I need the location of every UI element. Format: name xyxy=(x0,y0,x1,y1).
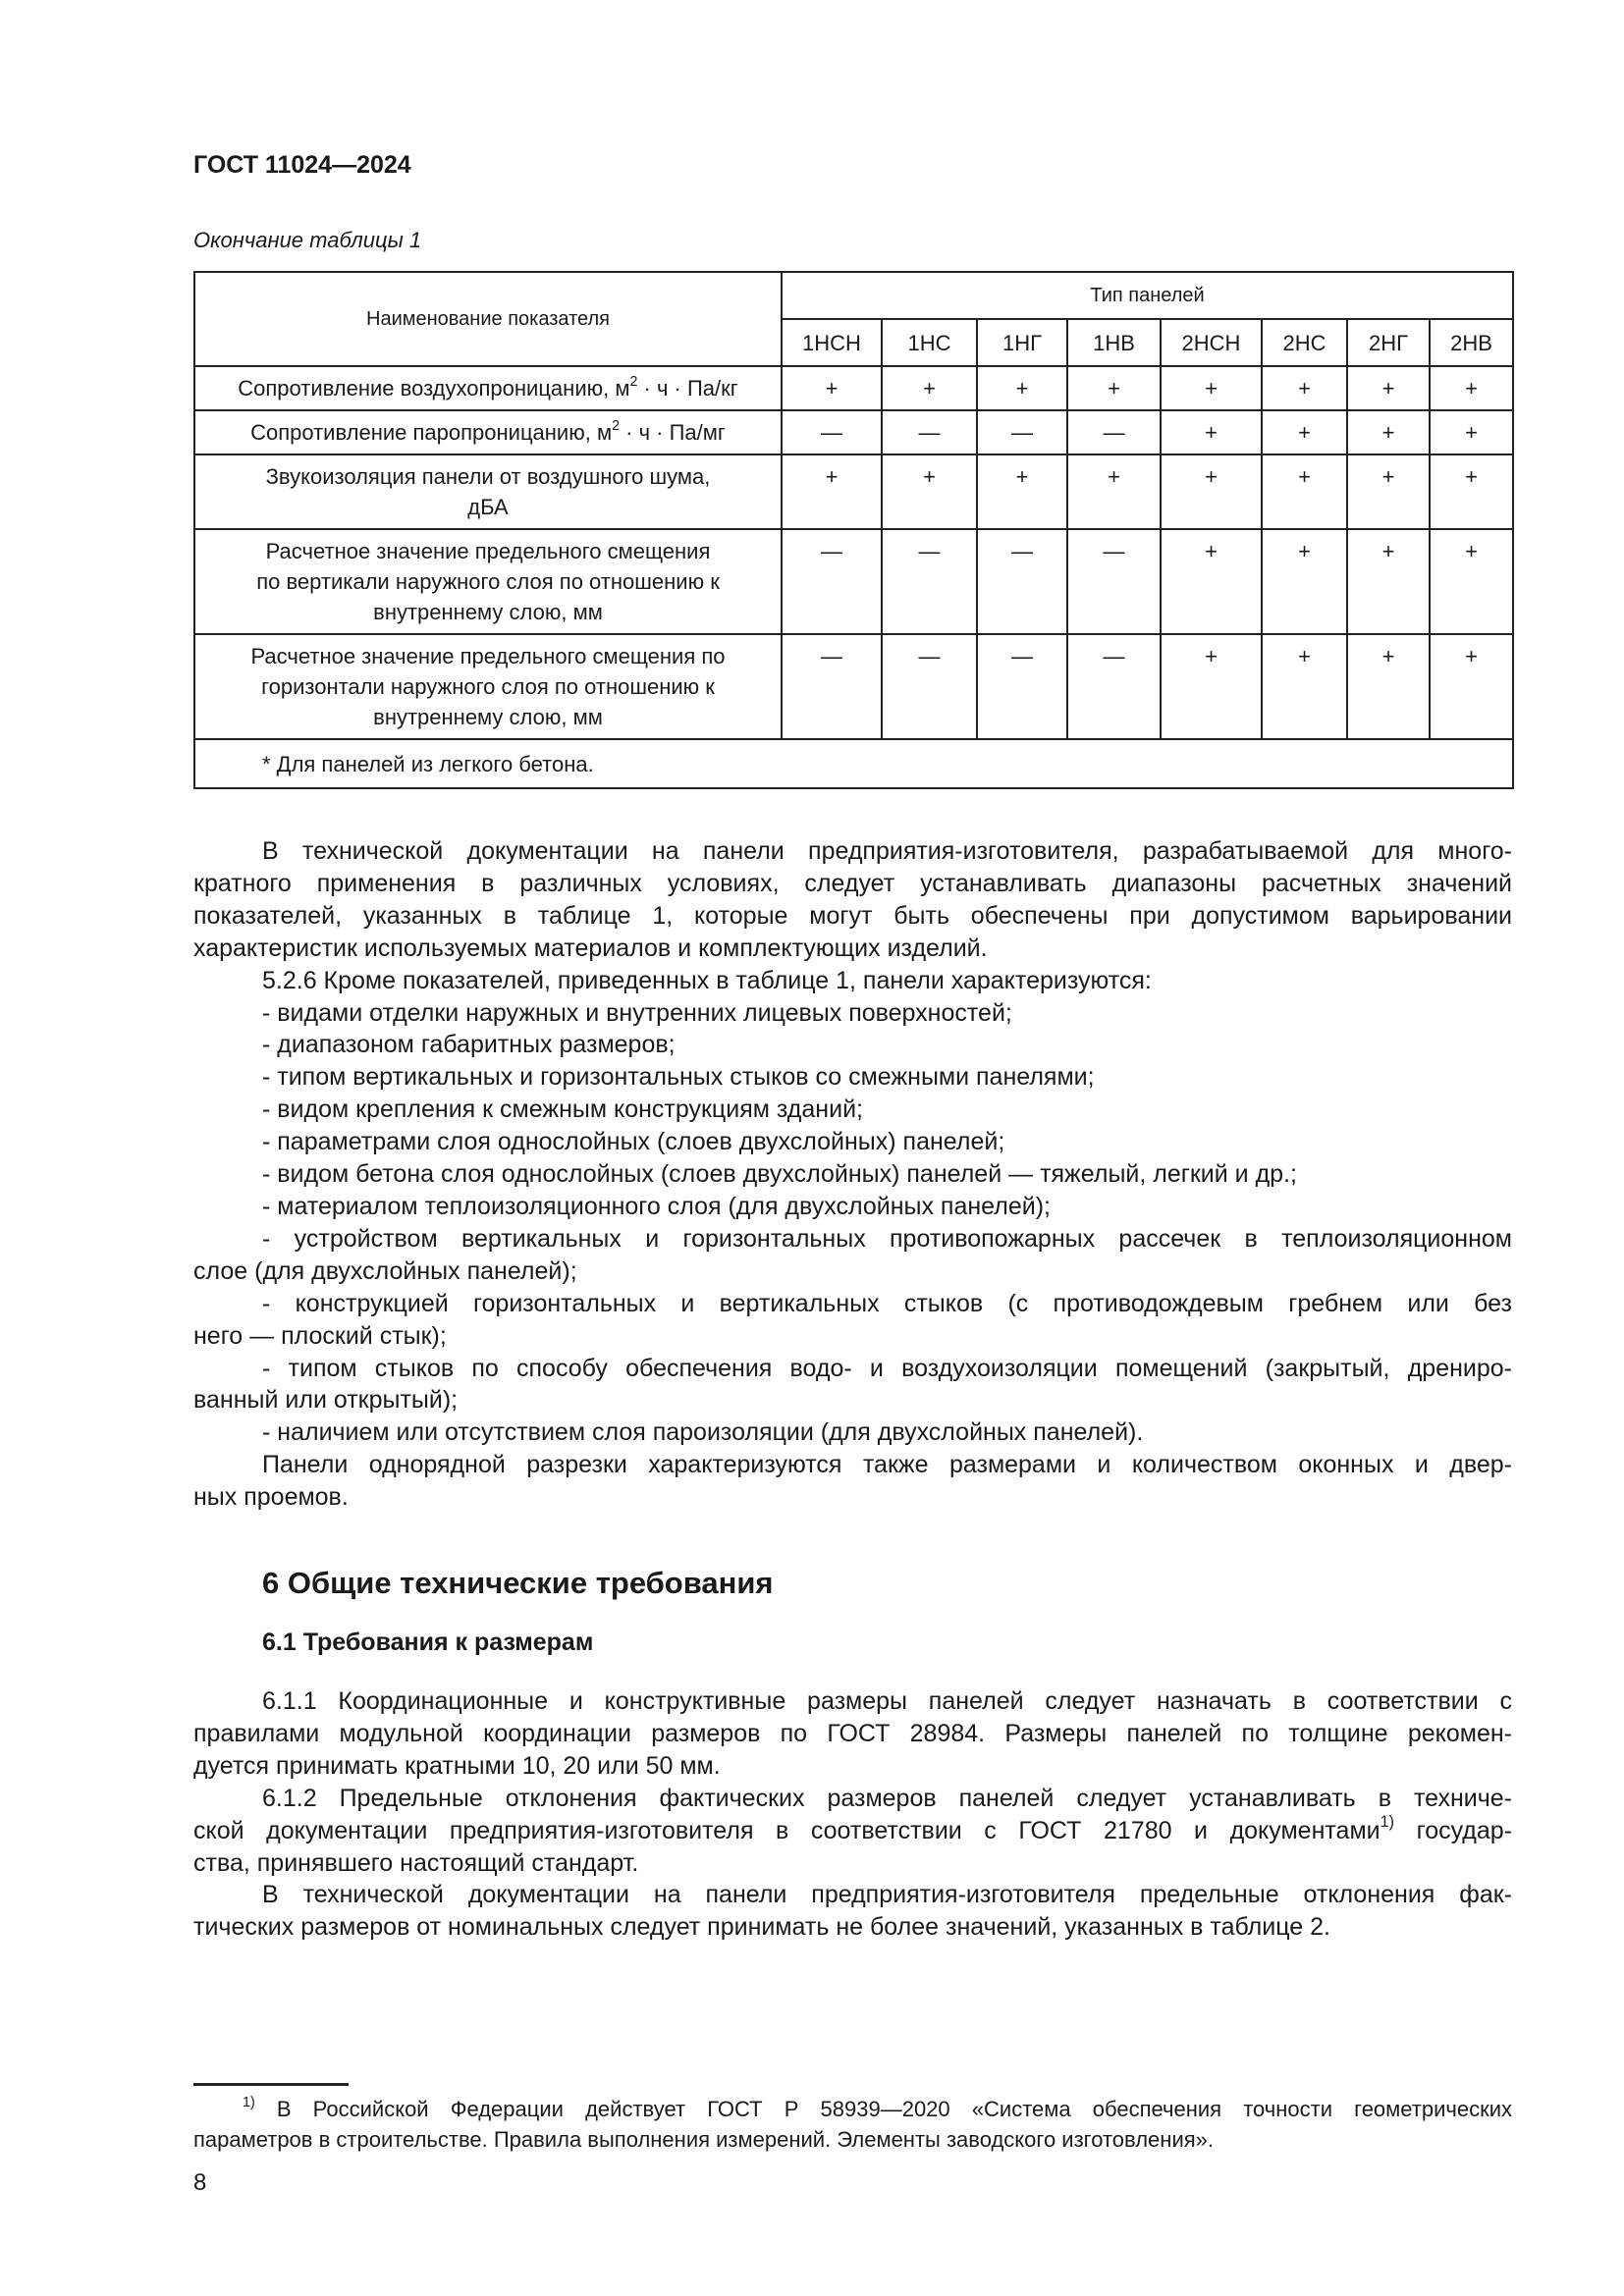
applicability-mark-cell: + xyxy=(1161,529,1262,634)
footnote-separator xyxy=(193,2083,349,2086)
applicability-mark-cell: + xyxy=(782,366,882,410)
table-row xyxy=(194,454,1513,529)
applicability-mark-cell: + xyxy=(1067,366,1161,410)
text-line xyxy=(193,997,1512,1030)
paragraph xyxy=(193,1288,1512,1353)
indicator-name-text: Расчетное значение предельного смещения xyxy=(265,539,711,563)
body-text-block-2 xyxy=(193,1685,1512,1944)
applicability-mark-cell: + xyxy=(1430,634,1513,739)
indicator-name-text: Звукоизоляция панели от воздушного шума, xyxy=(265,464,711,489)
applicability-mark-cell: + xyxy=(1262,529,1347,634)
applicability-mark-cell: — xyxy=(782,634,882,739)
footnote-line-content: параметров в строительстве. Правила выполнения измерений. Элементы заводского изготовления». xyxy=(193,2127,1214,2152)
footnote-line-content: В Российской Федерации действует ГОСТ Р 58939—2020 «Система обеспечения точности геометрических xyxy=(254,2097,1512,2121)
indicator-name-text: · ч · Па/мг xyxy=(620,420,726,445)
indicator-name-text: Сопротивление воздухопроницанию, м xyxy=(238,376,630,400)
text-line xyxy=(193,1911,1512,1944)
applicability-mark-cell: + xyxy=(1262,366,1347,410)
text-line xyxy=(193,1481,1512,1514)
table-row xyxy=(194,410,1513,454)
text-line-content: - материалом теплоизоляционного слоя (для двухслойных панелей); xyxy=(262,1192,1051,1220)
text-line xyxy=(193,1158,1512,1191)
unit-exponent: 2 xyxy=(629,373,638,390)
text-line xyxy=(193,1353,1512,1385)
paragraph xyxy=(193,1685,1512,1783)
indicator-name-line xyxy=(207,702,769,732)
footnote-reference: 1) xyxy=(1380,1812,1395,1831)
footnote-text xyxy=(193,2094,1512,2155)
footnote-line xyxy=(193,2094,1512,2124)
applicability-mark-cell: + xyxy=(1161,410,1262,454)
text-line xyxy=(193,1847,1512,1880)
applicability-mark-cell: — xyxy=(882,634,977,739)
text-line xyxy=(193,900,1512,933)
indicator-name-cell xyxy=(194,410,782,454)
applicability-mark-cell: + xyxy=(1161,366,1262,410)
text-line xyxy=(193,1812,1512,1847)
applicability-mark-cell: + xyxy=(1262,454,1347,529)
text-line xyxy=(193,965,1512,997)
paragraph xyxy=(193,1879,1512,1944)
paragraph xyxy=(193,1191,1512,1223)
applicability-mark-cell: — xyxy=(882,529,977,634)
indicator-name-line xyxy=(207,597,769,627)
text-line-content: - параметрами слоя однослойных (слоев двухслойных) панелей; xyxy=(262,1128,1005,1156)
applicability-mark-cell: — xyxy=(1067,529,1161,634)
text-line-content: него — плоский стык); xyxy=(193,1321,447,1350)
applicability-mark-cell: + xyxy=(782,454,882,529)
applicability-mark-cell: + xyxy=(977,366,1067,410)
text-line xyxy=(193,1449,1512,1481)
applicability-mark-cell: — xyxy=(782,529,882,634)
table-caption: Окончание таблицы 1 xyxy=(193,228,422,252)
column-header-indicator: Наименование показателя xyxy=(194,272,782,366)
applicability-mark-cell: + xyxy=(1430,410,1513,454)
text-line-content: 6.1.2 Предельные отклонения фактических размеров панелей следует устанавливать в техниче- xyxy=(262,1784,1512,1812)
text-line xyxy=(193,1783,1512,1815)
text-line-content: - типом стыков по способу обеспечения водо- и воздухоизоляции помещений (закрытый, дрениро- xyxy=(262,1354,1512,1382)
applicability-mark-cell: + xyxy=(1347,366,1430,410)
indicator-name-text: Расчетное значение предельного смещения по xyxy=(250,644,726,668)
text-line xyxy=(193,1255,1512,1288)
panel-properties-table xyxy=(193,271,1514,789)
indicator-name-cell xyxy=(194,366,782,410)
text-line xyxy=(193,1061,1512,1094)
text-line xyxy=(193,1685,1512,1718)
text-line xyxy=(193,835,1512,868)
subsection-title: 6.1 Требования к размерам xyxy=(262,1629,594,1656)
panel-type-header: 1НВ xyxy=(1067,319,1161,366)
applicability-mark-cell: — xyxy=(1067,410,1161,454)
applicability-mark-cell: — xyxy=(977,634,1067,739)
panel-type-header: 2НСН xyxy=(1161,319,1262,366)
text-line xyxy=(193,1750,1512,1783)
indicator-name-cell xyxy=(194,634,782,739)
text-line-content: - видом крепления к смежным конструкциям зданий; xyxy=(262,1095,863,1124)
text-line-content: - диапазоном габаритных размеров; xyxy=(262,1031,676,1059)
document-header: ГОСТ 11024—2024 xyxy=(193,151,411,179)
footnote-line xyxy=(193,2124,1512,2155)
text-line xyxy=(193,1320,1512,1353)
applicability-mark-cell: — xyxy=(977,529,1067,634)
paragraph xyxy=(193,1223,1512,1288)
body-text-block-1 xyxy=(193,835,1512,1514)
applicability-mark-cell: + xyxy=(1262,634,1347,739)
applicability-mark-cell: + xyxy=(1430,454,1513,529)
table-footnote: * Для панелей из легкого бетона. xyxy=(194,739,1513,788)
paragraph xyxy=(193,1094,1512,1126)
text-line-content: ванный или открытый); xyxy=(193,1386,459,1415)
applicability-mark-cell: + xyxy=(1347,410,1430,454)
indicator-name-text: горизонтали наружного слоя по отношению к xyxy=(261,674,715,699)
applicability-mark-cell: — xyxy=(882,410,977,454)
indicator-name-cell xyxy=(194,529,782,634)
text-line-content: 6.1.1 Координационные и конструктивные размеры панелей следует назначать в соответствии с xyxy=(262,1687,1512,1715)
panel-type-header: 2НВ xyxy=(1430,319,1513,366)
text-line xyxy=(193,1029,1512,1061)
paragraph xyxy=(193,1416,1512,1449)
text-line xyxy=(193,1223,1512,1255)
text-line xyxy=(193,933,1512,965)
text-line-content: - видом бетона слоя однослойных (слоев двухслойных) панелей — тяжелый, легкий и др.; xyxy=(262,1160,1297,1189)
applicability-mark-cell: + xyxy=(1161,454,1262,529)
text-line xyxy=(193,868,1512,900)
indicator-name-text: внутреннему слою, мм xyxy=(373,705,603,729)
applicability-mark-cell: — xyxy=(782,410,882,454)
page-number: 8 xyxy=(193,2169,207,2196)
applicability-mark-cell: — xyxy=(977,410,1067,454)
text-line-content: кратного применения в различных условиях, следует устанавливать диапазоны расчетных значений xyxy=(193,869,1512,897)
text-line-content: характеристик используемых материалов и комплектующих изделий. xyxy=(193,934,988,962)
indicator-name-cell xyxy=(194,454,782,529)
text-line-content: ской документации предприятия-изготовителя в соответствии с ГОСТ 21780 и документами xyxy=(193,1816,1380,1844)
indicator-name-text: по вертикали наружного слоя по отношению к xyxy=(256,569,720,594)
text-line-content: слое (для двухслойных панелей); xyxy=(193,1256,577,1285)
panel-type-header: 2НС xyxy=(1262,319,1347,366)
indicator-name-line xyxy=(207,536,769,566)
panel-type-header: 2НГ xyxy=(1347,319,1430,366)
paragraph xyxy=(193,835,1512,965)
indicator-name-line xyxy=(207,566,769,597)
applicability-mark-cell: + xyxy=(1430,366,1513,410)
applicability-mark-cell: + xyxy=(1347,529,1430,634)
text-line-content: 5.2.6 Кроме показателей, приведенных в таблице 1, панели характеризуются: xyxy=(262,966,1152,994)
table-footnote-row xyxy=(194,739,1513,788)
paragraph xyxy=(193,1353,1512,1417)
panel-type-header: 1НГ xyxy=(977,319,1067,366)
paragraph xyxy=(193,1061,1512,1094)
text-line xyxy=(193,1879,1512,1911)
applicability-mark-cell: + xyxy=(1161,634,1262,739)
indicator-name-text: внутреннему слою, мм xyxy=(373,600,603,624)
indicator-name-line xyxy=(207,641,769,671)
paragraph xyxy=(193,997,1512,1030)
footnote-marker: 1) xyxy=(243,2094,255,2110)
panel-type-header: 1НС xyxy=(882,319,977,366)
indicator-name-line xyxy=(207,461,769,492)
table-row xyxy=(194,529,1513,634)
column-group-header-panel-type: Тип панелей xyxy=(782,272,1513,319)
applicability-mark-cell: + xyxy=(882,366,977,410)
applicability-mark-cell: + xyxy=(1262,410,1347,454)
indicator-name-line xyxy=(207,492,769,522)
applicability-mark-cell: + xyxy=(1347,634,1430,739)
text-line-content: - типом вертикальных и горизонтальных стыков со смежными панелями; xyxy=(262,1063,1095,1092)
applicability-mark-cell: + xyxy=(1430,529,1513,634)
text-line-content: - наличием или отсутствием слоя пароизоляции (для двухслойных панелей). xyxy=(262,1418,1144,1447)
indicator-name-line xyxy=(207,417,769,448)
paragraph xyxy=(193,1158,1512,1191)
paragraph xyxy=(193,1126,1512,1158)
table-row xyxy=(194,634,1513,739)
text-line-content: - устройством вертикальных и горизонтальных противопожарных рассечек в теплоизоляционном xyxy=(262,1224,1512,1253)
text-line xyxy=(193,1126,1512,1158)
text-line-tail: государ- xyxy=(1394,1816,1512,1844)
text-line xyxy=(193,1384,1512,1416)
indicator-name-text: Сопротивление паропроницанию, м xyxy=(250,420,613,445)
text-line-content: дуется принимать кратными 10, 20 или 50 мм. xyxy=(193,1751,721,1780)
applicability-mark-cell: + xyxy=(977,454,1067,529)
text-line-content: - видами отделки наружных и внутренних лицевых поверхностей; xyxy=(262,998,1012,1027)
text-line xyxy=(193,1288,1512,1320)
table-row xyxy=(194,366,1513,410)
text-line xyxy=(193,1718,1512,1750)
applicability-mark-cell: — xyxy=(1067,634,1161,739)
text-line xyxy=(193,1191,1512,1223)
text-line-content: тических размеров от номинальных следует принимать не более значений, указанных в таблице 2. xyxy=(193,1913,1330,1942)
text-line xyxy=(193,1416,1512,1449)
applicability-mark-cell: + xyxy=(1347,454,1430,529)
panel-type-header: 1НСН xyxy=(782,319,882,366)
paragraph xyxy=(193,1783,1512,1880)
text-line-content: В технической документации на панели предприятия-изготовителя, разрабатываемой для много- xyxy=(262,837,1512,865)
section-title: 6 Общие технические требования xyxy=(262,1566,774,1600)
text-line-content: ства, принявшего настоящий стандарт. xyxy=(193,1848,639,1877)
indicator-name-text: дБА xyxy=(467,495,509,519)
paragraph xyxy=(193,1029,1512,1061)
paragraph xyxy=(193,1449,1512,1514)
unit-exponent: 2 xyxy=(612,417,621,434)
indicator-name-line xyxy=(207,671,769,702)
applicability-mark-cell: + xyxy=(882,454,977,529)
text-line-content: Панели однорядной разрезки характеризуются также размерами и количеством оконных и двер- xyxy=(262,1451,1512,1479)
paragraph xyxy=(193,965,1512,997)
text-line-content: - конструкцией горизонтальных и вертикальных стыков (с противодождевым гребнем или без xyxy=(262,1289,1512,1317)
text-line-content: показателей, указанных в таблице 1, которые могут быть обеспечены при допустимом варьировании xyxy=(193,901,1512,930)
text-line-content: ных проемов. xyxy=(193,1483,349,1512)
text-line-content: правилами модульной координации размеров по ГОСТ 28984. Размеры панелей по толщине рекомен- xyxy=(193,1719,1512,1747)
indicator-name-text: · ч · Па/кг xyxy=(637,376,738,400)
text-line-content: В технической документации на панели предприятия-изготовителя предельные отклонения фак- xyxy=(262,1881,1512,1909)
text-line xyxy=(193,1094,1512,1126)
table-body xyxy=(194,366,1513,788)
indicator-name-line xyxy=(207,373,769,403)
applicability-mark-cell: + xyxy=(1067,454,1161,529)
